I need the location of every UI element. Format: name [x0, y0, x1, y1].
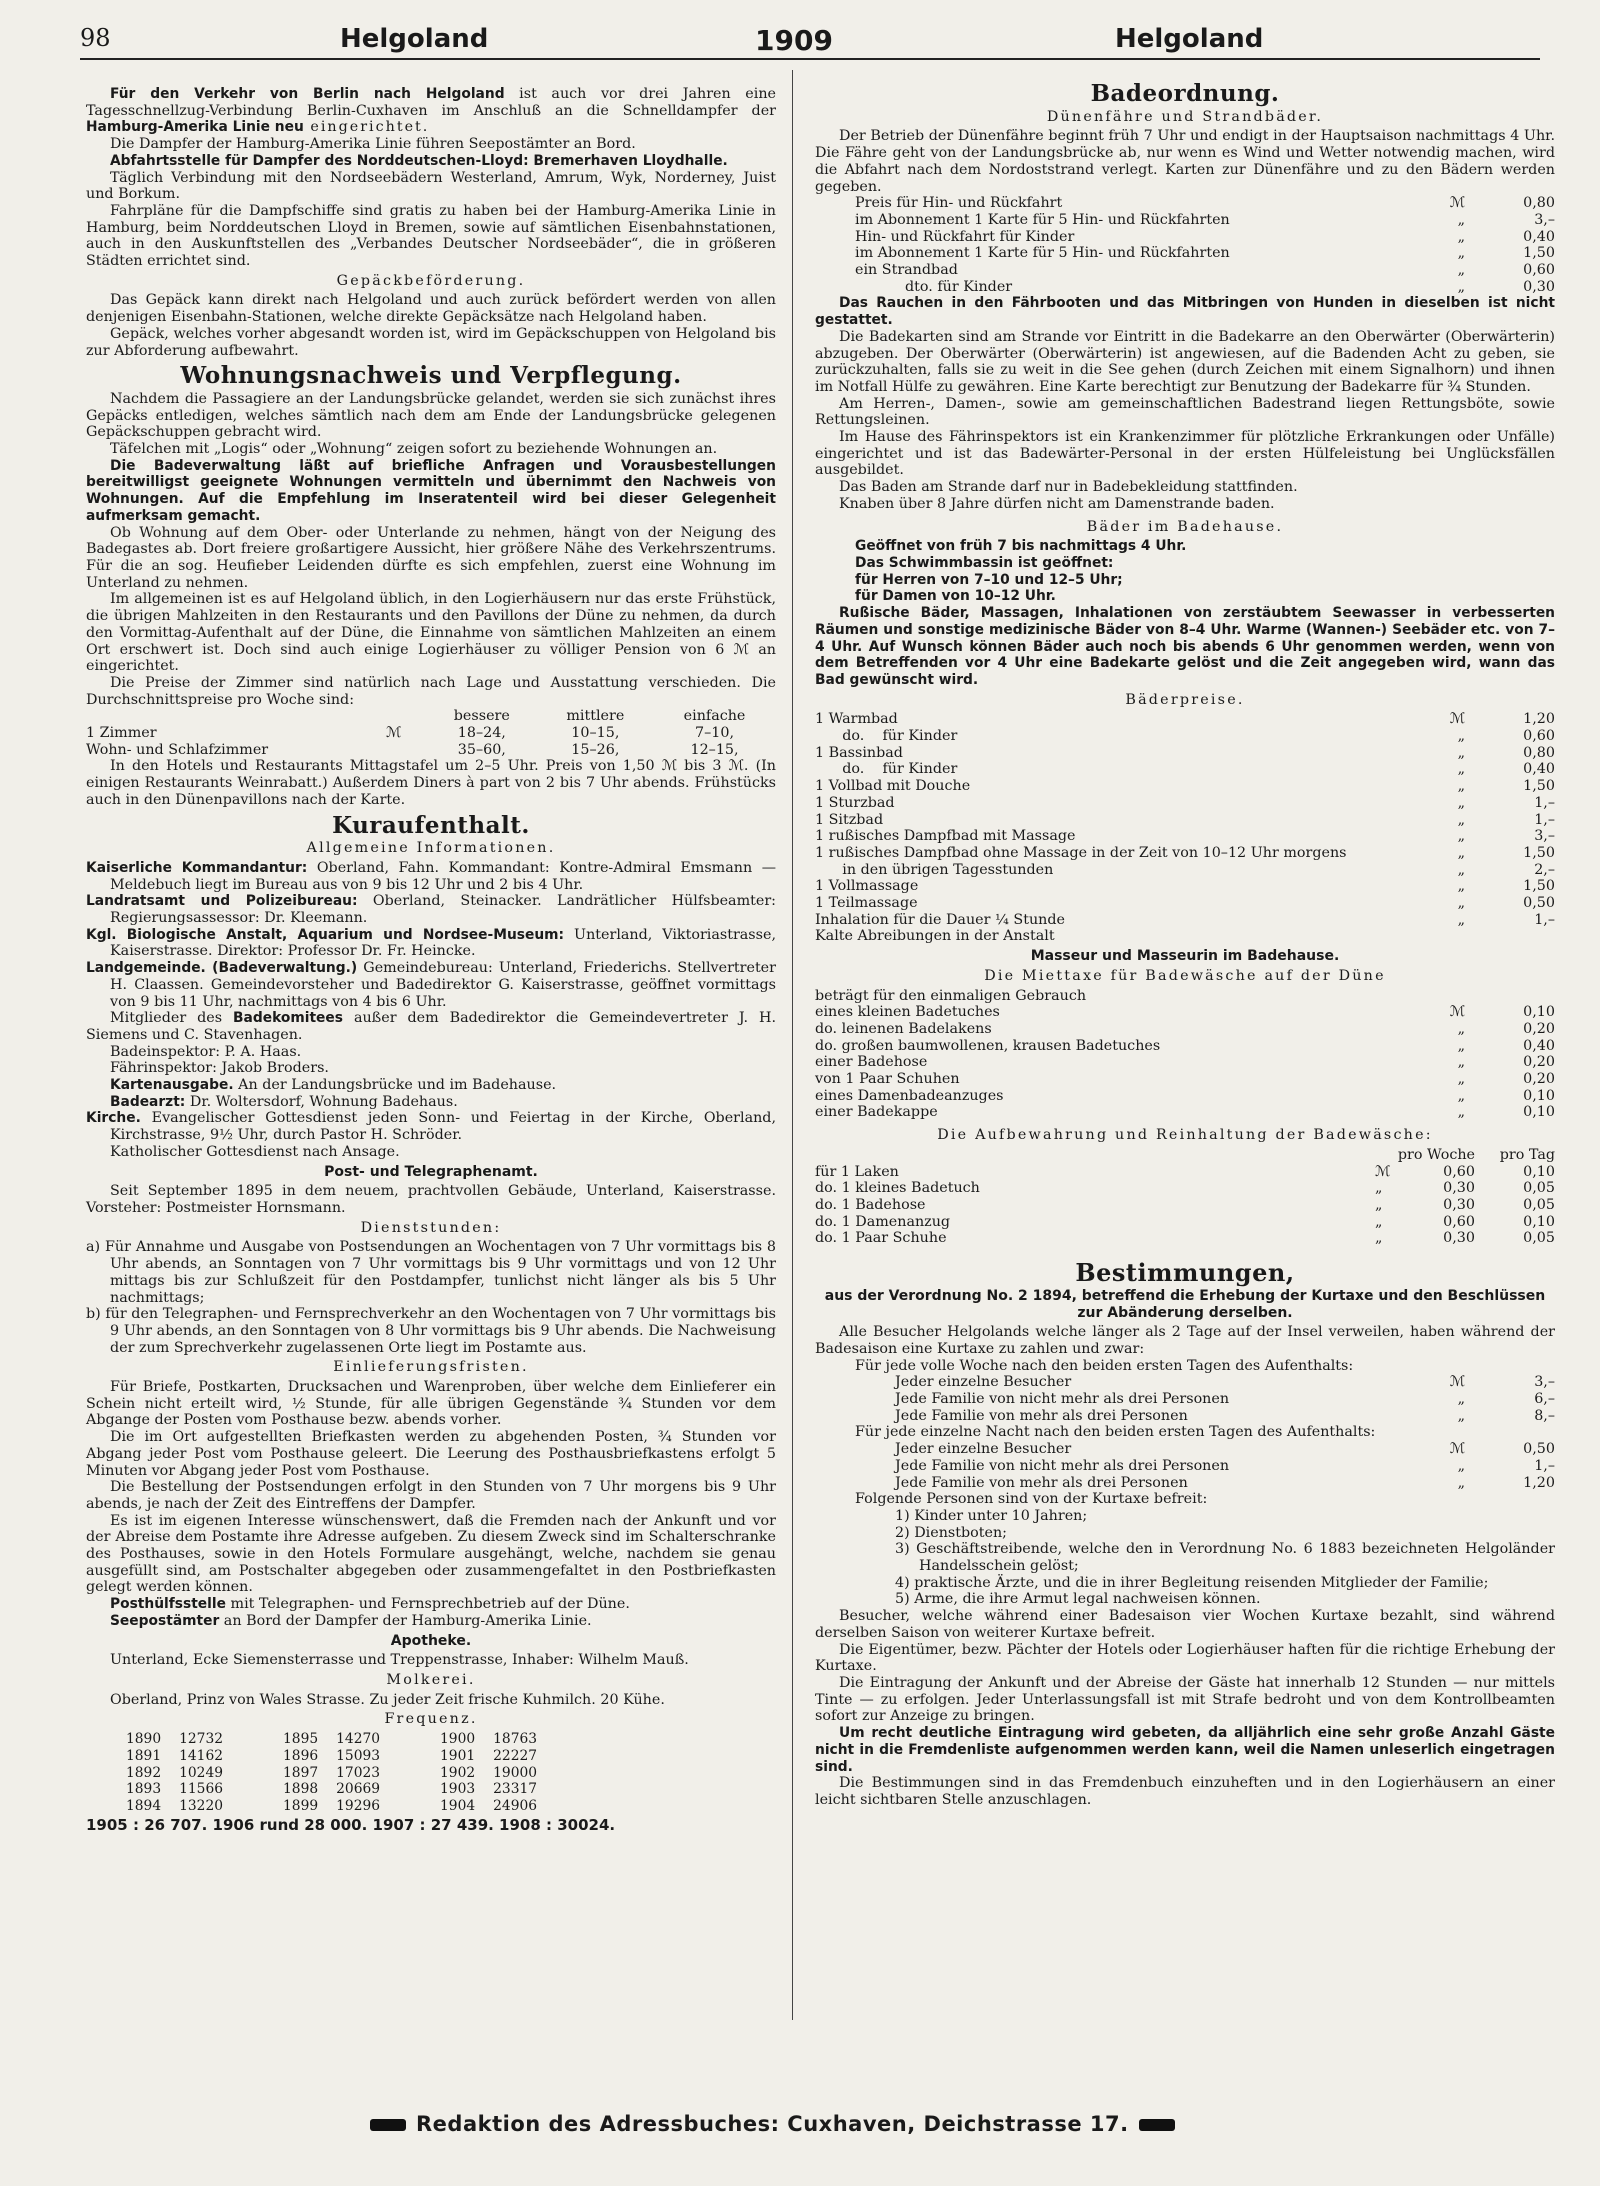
price-row: beträgt für den einmaligen Gebrauch	[815, 987, 1087, 1004]
left-column	[86, 86, 776, 1833]
price-row: 1 Vollmassage „ 1,50	[815, 878, 1555, 895]
bestimmungen-paragraph-5: Die Bestimmungen sind in das Fremdenbuch einzuheften und in den Logierhäusern an einer leicht sichtbaren Stelle anzuschlagen.	[815, 1775, 1555, 1808]
price-row: dto. für Kinder „ 0,30	[905, 278, 1555, 295]
badehaus-heading: Bäder im Badehause.	[1086, 518, 1284, 535]
befreit-item: 3) Geschäftstreibende, welche den in Verordnung No. 6 1883 bezeichneten Helgoländer Handelsschein gelöst;	[895, 1541, 1555, 1575]
badeinspektor-entry: Badeinspektor: P. A. Haas.	[110, 1043, 302, 1060]
post-paragraph: Seit September 1895 in dem neuem, prachtvollen Gebäude, Unterland, Kaiserstrasse. Vorsteher: Postmeister Hornsmann.	[86, 1183, 776, 1216]
eintragung-bold-paragraph: Um recht deutliche Eintragung wird gebeten, da alljährlich eine sehr große Anzahl Gäste nicht in die Fremdenliste aufgenommen werden kann, weil die Namen unleserlich eingetragen sind.	[815, 1725, 1555, 1775]
zimmer-price-table	[86, 708, 776, 758]
frequenz-row: 1894 13220 1899 19296 1904 24906	[126, 1797, 538, 1814]
wohnung-paragraph-5: Die Preise der Zimmer sind natürlich nach Lage und Ausstattung verschieden. Die Durchschnittspreise pro Woche sind:	[86, 674, 776, 708]
gepaeck-paragraph-1: Das Gepäck kann direkt nach Helgoland und auch zurück befördert werden von allen denjenigen Eisenbahn-Stationen, welche direkte Gepäcksätze nach Helgoland haben.	[86, 292, 776, 326]
allgemeine-info-heading: Allgemeine Informationen.	[306, 840, 556, 857]
duenenfaehre-heading: Dünenfähre und Strandbäder.	[1046, 108, 1324, 125]
price-table-head: bessere mittlere einfache	[453, 708, 746, 725]
price-row: einer Badehose „ 0,20	[815, 1054, 1555, 1071]
molkerei-heading: Molkerei.	[386, 1671, 476, 1688]
price-row: 1 Sitzbad „ 1,–	[815, 811, 1555, 828]
kirche-entry: Kirche. Evangelischer Gottesdienst jeden Sonn- und Feiertag in der Kirche, Oberland, Kirchstrasse, 9½ Uhr, durch Pastor H. Schröder.	[86, 1110, 776, 1144]
bestimmungen-paragraph-4: Die Eintragung der Ankunft und der Abreise der Gäste hat innerhalb 12 Stunden — nur mittels Tinte — zu erfolgen. Jeder Unterlassungsfall ist mit Strafe bedroht und von dem Kontrollbeamten sofort zur Anzeige zu bringen.	[815, 1674, 1555, 1725]
price-row: von 1 Paar Schuhen „ 0,20	[815, 1071, 1555, 1088]
frequenz-row: 1891 14162 1896 15093 1901 22227	[126, 1747, 538, 1764]
baden-rule-2: Knaben über 8 Jahre dürfen nicht am Damenstrande baden.	[839, 495, 1275, 512]
header-left-title: Helgoland	[340, 24, 489, 54]
nacht-list	[815, 1441, 1555, 1491]
price-row: Wohn- und Schlafzimmer 35–60, 15–26, 12–15,	[86, 741, 739, 758]
price-row: im Abonnement 1 Karte für 5 Hin- und Rückfahrten „ 3,–	[855, 211, 1555, 228]
duenenfaehre-paragraph: Der Betrieb der Dünenfähre beginnt früh 7 Uhr und endigt in der Hauptsaison nachmittags 4 Uhr. Die Fähre geht von der Landungsbrücke ab, nur wenn es Wind und Wetter notwendig machen, wird die Abfahrt nach dem Nordoststrand verlegt. Karten zur Dünenfähre und zu den Bädern werden gegeben.	[815, 128, 1555, 195]
bestimmungen-paragraph-3: Die Eigentümer, bezw. Pächter der Hotels oder Logierhäuser haften für die richtige Erhebung der Kurtaxe.	[815, 1641, 1555, 1675]
kurtaxe-row: Jede Familie von nicht mehr als drei Personen „ 6,–	[895, 1391, 1555, 1408]
seepost-note: Die Dampfer der Hamburg-Amerika Linie führen Seepostämter an Bord.	[110, 136, 636, 153]
frequenz-row: 1890 12732 1895 14270 1900 18763	[126, 1731, 538, 1748]
frequenz-table	[126, 1731, 597, 1815]
price-row: 1 Warmbad ℳ 1,20	[815, 711, 1555, 728]
aufbewahrung-row: do. 1 Damenanzug „ 0,60 0,10	[815, 1213, 1555, 1230]
wohnung-paragraph-1: Nachdem die Passagiere an der Landungsbrücke gelandet, werden sie sich zunächst ihres Gepäcks entledigen, welches sämtlich nach dem am Ende der Landungsbrücke gelegenen Gepäckschuppen gebracht wird.	[86, 390, 776, 441]
faehrinspektor-entry: Fährinspektor: Jakob Broders.	[110, 1060, 329, 1077]
bestimmungen-paragraph-2: Besucher, welche während einer Badesaison vier Wochen Kurtaxe bezahlt, sind während derselben Saison von weiterer Kurtaxe befreit.	[815, 1608, 1555, 1641]
verbindung-note: Täglich Verbindung mit den Nordseebädern Westerland, Amrum, Wyk, Norderney, Juist und Borkum.	[86, 169, 776, 203]
wohnung-heading: Wohnungsnachweis und Verpflegung.	[180, 362, 682, 390]
abfahrt-note: Abfahrtsstelle für Dampfer des Norddeutschen-Lloyd: Bremerhaven Lloydhalle.	[110, 152, 728, 169]
header-year: 1909	[755, 24, 833, 57]
kurtaxe-row: Jeder einzelne Besucher ℳ 0,50	[895, 1441, 1555, 1458]
einlieferung-paragraph-2: Die im Ort aufgestellten Briefkasten werden zu abgehenden Posten, ¾ Stunden vor Abgang jeder Post vom Posthause geleert. Die Leerung des Posthausbriefkastens erfolgt 5 Minuten vor Abgang jeder Post vom Posthause.	[86, 1429, 776, 1479]
seepostaemter-entry: Seepostämter an Bord der Dampfer der Hamburg-Amerika Linie.	[110, 1612, 592, 1629]
aufbewahrung-row: do. 1 kleines Badetuch „ 0,30 0,05	[815, 1180, 1555, 1197]
woche-list	[815, 1374, 1555, 1424]
einlieferung-heading: Einlieferungsfristen.	[333, 1359, 529, 1376]
apotheke-heading: Apotheke.	[390, 1632, 472, 1649]
price-row: im Abonnement 1 Karte für 5 Hin- und Rückfahrten „ 1,50	[855, 245, 1555, 262]
kartenausgabe-entry: Kartenausgabe. An der Landungsbrücke und im Badehause.	[110, 1077, 557, 1094]
page-number: 98	[80, 24, 111, 52]
hotels-paragraph: In den Hotels und Restaurants Mittagstafel um 2–5 Uhr. Preis von 1,50 ℳ bis 3 ℳ. (In einigen Restaurants Weinrabatt.) Außerdem Diners à part von 2 bis 7 Uhr abends. Frühstücks auch in den Dünenpavillons nach der Karte.	[86, 758, 776, 808]
masseur-heading: Masseur und Masseurin im Badehause.	[1030, 948, 1340, 965]
price-row: Inhalation für die Dauer ¼ Stunde „ 1,–	[815, 911, 1555, 928]
price-row: Preis für Hin- und Rückfahrt ℳ 0,80	[855, 195, 1555, 212]
bestimmungen-heading: Bestimmungen,	[1075, 1258, 1295, 1288]
baden-rule-1: Das Baden am Strande darf nur in Badebekleidung stattfinden.	[839, 479, 1298, 496]
price-row: do. für Kinder „ 0,60	[815, 728, 1555, 745]
column-divider	[792, 70, 793, 2020]
pointing-hand-icon	[1139, 2119, 1175, 2131]
badekomitee-entry: Mitglieder des Badekomitees außer dem Badedirektor die Gemeindevertreter J. H. Siemens und C. Stavenhagen.	[86, 1010, 776, 1043]
miettaxe-list	[815, 988, 1555, 1122]
fahrplaene-note: Fahrpläne für die Dampfschiffe sind gratis zu haben bei der Hamburg-Amerika Linie in Hamburg, beim Norddeutschen Lloyd in Bremen, sowie auf sämtlichen Eisenbahnstationen, auch in den Auskunftstellen des „Verbandes Deutscher Nordseebäder“, die in größeren Städten errichtet sind.	[86, 202, 776, 270]
price-row: do. großen baumwollenen, krausen Badetuches „ 0,40	[815, 1037, 1555, 1054]
gepaeck-heading: Gepäckbeförderung.	[336, 272, 526, 289]
aufbewahrung-table	[815, 1147, 1555, 1247]
frequenz-heading: Frequenz.	[384, 1711, 478, 1728]
running-header	[40, 14, 1560, 58]
wohnung-bold-paragraph: Die Badeverwaltung läßt auf briefliche Anfragen und Vorausbestellungen bereitwilligst geeignete Wohnungen vermitteln und übernimmt den Nachweis von Wohnungen. Auf die Empfehlung im Inseratenteil wird bei dieser Gelegenheit aufmerksam gemacht.	[86, 457, 776, 524]
wohnung-paragraph-2: Täfelchen mit „Logis“ oder „Wohnung“ zeigen sofort zu beziehende Wohnungen an.	[110, 441, 718, 458]
post-heading: Post- und Telegraphenamt.	[324, 1163, 538, 1180]
header-rule	[80, 58, 1540, 60]
price-row: 1 Zimmer ℳ 18–24, 10–15, 7–10,	[86, 725, 735, 742]
badeordnung-heading: Badeordnung.	[1090, 80, 1280, 107]
badearzt-entry: Badearzt: Dr. Woltersdorf, Wohnung Badehaus.	[110, 1093, 458, 1110]
price-row: 1 Bassinbad „ 0,80	[815, 744, 1555, 761]
kuraufenthalt-heading: Kuraufenthalt.	[332, 811, 530, 839]
price-row: eines Damenbadeanzuges „ 0,10	[815, 1087, 1555, 1104]
landratsamt-entry: Landratsamt und Polizeibureau: Oberland, Steinacker. Landrätlicher Hülfsbeamter: Regierungsassessor: Dr. Kleemann.	[86, 893, 776, 927]
geoeffnet-line: Geöffnet von früh 7 bis nachmittags 4 Uhr.	[855, 538, 1187, 555]
herren-zeiten: für Herren von 7–10 und 12–5 Uhr;	[855, 571, 1123, 588]
footer-text: Redaktion des Adressbuches: Cuxhaven, Deichstrasse 17.	[416, 2112, 1129, 2136]
einlieferung-paragraph-4: Es ist im eigenen Interesse wünschenswert, daß die Fremden nach der Ankunft und vor der Abreise dem Postamte ihre Adresse aufgeben. Zu diesem Zweck sind im Schalterschranke des Posthauses, sowie in den Hotels Formulare ausgehängt, welche, nachdem sie genau ausgefüllt sind, am Postschalter abgegeben oder zusammengefaltet in den Postbriefkasten gelegt werden können.	[86, 1512, 776, 1596]
dienststunden-heading: Dienststunden:	[360, 1219, 502, 1236]
aufbewahrung-row: do. 1 Paar Schuhe „ 0,30 0,05	[815, 1230, 1555, 1247]
dienststunden-a: a) Für Annahme und Ausgabe von Postsendungen an Wochentagen von 7 Uhr vormittags bis 8 Uhr abends, an Sonntagen von 7 Uhr vormittags bis 9 Uhr vormittags und von 12 Uhr mittags bis zur Schlußzeit für den Postdampfer, tunlichst nicht länger als bis 5 Uhr nachmittags;	[86, 1239, 776, 1306]
miettaxe-heading: Die Miettaxe für Badewäsche auf der Düne	[984, 967, 1386, 984]
frequenz-years-line: 1905 : 26 707. 1906 rund 28 000. 1907 : 27 439. 1908 : 30024.	[86, 1815, 616, 1834]
kurtaxe-row: Jede Familie von nicht mehr als drei Personen „ 1,–	[895, 1457, 1555, 1474]
nacht-heading: Für jede einzelne Nacht nach den beiden ersten Tagen des Aufenthalts:	[855, 1424, 1376, 1441]
dienststunden-b: b) für den Telegraphen- und Fernsprechverkehr an den Wochentagen von 7 Uhr vormittags bis 9 Uhr abends, an den Sonntagen von 8 Uhr vormittags bis 9 Uhr abends. Die Nachweisung der zum Sprechverkehr zugelassenen Orte liegt im Postamte aus.	[86, 1306, 776, 1356]
aufbewahrung-head: pro Woche pro Tag	[1397, 1146, 1555, 1163]
aufbewahrung-row: für 1 Laken ℳ 0,60 0,10	[815, 1163, 1555, 1180]
gepaeck-paragraph-2: Gepäck, welches vorher abgesandt worden ist, wird im Gepäckschuppen von Helgoland bis zur Abforderung aufbewahrt.	[86, 325, 776, 359]
frequenz-row: 1892 10249 1897 17023 1902 19000	[126, 1764, 538, 1781]
woche-heading: Für jede volle Woche nach den beiden ersten Tagen des Aufenthalts:	[855, 1357, 1354, 1374]
kommandantur-entry: Kaiserliche Kommandantur: Oberland, Fahn. Kommandant: Kontre-Admiral Emsmann — Meldebuch liegt im Bureau aus von 9 bis 12 Uhr und 2 bis 4 Uhr.	[86, 859, 776, 893]
krankenzimmer-paragraph: Im Hause des Fährinspektors ist ein Krankenzimmer für plötzliche Erkrankungen oder Unfälle) eingerichtet und ist das Badewärter-Personal in der ersten Hülfeleistung bei Unglücksfällen ausgebildet.	[815, 429, 1555, 479]
befreit-item: 4) praktische Ärzte, und die in ihrer Begleitung reisenden Mitglieder der Familie;	[895, 1574, 1489, 1591]
price-row: Kalte Abreibungen in der Anstalt	[815, 928, 1055, 945]
price-row: in den übrigen Tagesstunden „ 2,–	[815, 861, 1555, 878]
aufbewahrung-heading: Die Aufbewahrung und Reinhaltung der Badewäsche:	[937, 1127, 1433, 1144]
price-row: 1 Vollbad mit Douche „ 1,50	[815, 778, 1555, 795]
posthuelfsstelle-entry: Posthülfsstelle mit Telegraphen- und Fernsprechbetrieb auf der Düne.	[110, 1596, 630, 1613]
bestimmungen-paragraph-1: Alle Besucher Helgolands welche länger als 2 Tage auf der Insel verweilen, haben während der Badesaison eine Kurtaxe zu zahlen und zwar:	[815, 1324, 1555, 1357]
rauchen-verbot: Das Rauchen in den Fährbooten und das Mitbringen von Hunden in dieselben ist nicht gestattet.	[815, 295, 1555, 329]
faehre-price-list	[815, 195, 1555, 295]
price-row: 1 Sturzbad „ 1,–	[815, 794, 1555, 811]
befreit-item: 5) Arme, die ihre Armut legal nachweisen können.	[895, 1591, 1261, 1608]
header-right-title: Helgoland	[1115, 24, 1264, 54]
wohnung-paragraph-3: Ob Wohnung auf dem Ober- oder Unterlande zu nehmen, hängt von der Neigung des Badegastes ab. Dort freiere großartigere Aussicht, hier größere Nähe des Verkehrszentrums. Für die an sog. Heufieber Leidenden dürfte es sich empfehlen, zuerst eine Wohnung im Unterland zu nehmen.	[86, 524, 776, 591]
price-row: 1 rußisches Dampfbad mit Massage „ 3,–	[815, 828, 1555, 845]
price-row: 1 Teilmassage „ 0,50	[815, 895, 1555, 912]
price-row: do. für Kinder „ 0,40	[815, 761, 1555, 778]
badekarten-paragraph: Die Badekarten sind am Strande vor Eintritt in die Badekarre an den Oberwärter (Oberwärterin) abzugeben. Der Oberwärter (Oberwärterin) ist angewiesen, auf die Badenden Acht zu geben, sie zurückzuhalten, falls sie zu weit in die See gehen (durch Zeichen mit einem Signalhorn) und ihnen im Notfall Hülfe zu gewähren. Eine Karte berechtigt zur Benutzung der Badekarre für ¾ Stunden.	[815, 328, 1555, 395]
price-row: 1 rußisches Dampfbad ohne Massage in der Zeit von 10–12 Uhr morgens „ 1,50	[815, 844, 1555, 861]
russische-baeder-paragraph: Rußische Bäder, Massagen, Inhalationen von zerstäubtem Seewasser in verbesserten Räumen und sonstige medizinische Bäder von 8–4 Uhr. Warme (Wannen-) Seebäder etc. von 7–4 Uhr. Auf Wunsch können Bäder auch noch bis abends 6 Uhr genommen werden, wenn von dem Betreffenden vor 4 Uhr eine Badekarte gelöst und die Zeit angegeben wird, wann das Bad gewünscht wird.	[815, 605, 1555, 688]
befreit-item: 1) Kinder unter 10 Jahren;	[895, 1507, 1088, 1524]
baederpreise-heading: Bäderpreise.	[1125, 691, 1245, 708]
einlieferung-paragraph-3: Die Bestellung der Postsendungen erfolgt in den Stunden von 7 Uhr morgens bis 9 Uhr abends, je nach der Zeit des Eintreffens der Dampfer.	[86, 1479, 776, 1512]
einlieferung-paragraph-1: Für Briefe, Postkarten, Drucksachen und Warenproben, über welche dem Einlieferer ein Schein nicht erteilt wird, ½ Stunde, für alle übrigen Gegenstände ¾ Stunden vor dem Abgange der Posten vom Posthause bezw. abends vorher.	[86, 1379, 776, 1429]
katholisch-entry: Katholischer Gottesdienst nach Ansage.	[110, 1143, 400, 1160]
right-column	[815, 80, 1555, 1809]
frequenz-row: 1893 11566 1898 20669 1903 23317	[126, 1781, 538, 1798]
intro-paragraph: Für den Verkehr von Berlin nach Helgoland ist auch vor drei Jahren eine Tagesschnellzug-Verbindung Berlin-Cuxhaven im Anschluß an die Schnelldampfer der Hamburg-Amerika Linie neu eingerichtet.	[86, 86, 776, 136]
befreit-heading: Folgende Personen sind von der Kurtaxe befreit:	[855, 1491, 1208, 1508]
kurtaxe-row: Jeder einzelne Besucher ℳ 3,–	[895, 1374, 1555, 1391]
befreit-list	[815, 1508, 1555, 1608]
molkerei-paragraph: Oberland, Prinz von Wales Strasse. Zu jeder Zeit frische Kuhmilch. 20 Kühe.	[110, 1691, 665, 1708]
baederpreise-list	[815, 711, 1555, 945]
price-row: do. leinenen Badelakens „ 0,20	[815, 1020, 1555, 1037]
aufbewahrung-row: do. 1 Badehose „ 0,30 0,05	[815, 1197, 1555, 1213]
befreit-item: 2) Dienstboten;	[895, 1524, 1007, 1541]
kurtaxe-row: Jede Familie von mehr als drei Personen „ 1,20	[895, 1474, 1555, 1491]
price-row: einer Badekappe „ 0,10	[815, 1104, 1555, 1121]
kurtaxe-row: Jede Familie von mehr als drei Personen „ 8,–	[895, 1407, 1555, 1424]
rettung-paragraph: Am Herren-, Damen-, sowie am gemeinschaftlichen Badestrand liegen Rettungsböte, sowie Rettungsleinen.	[815, 395, 1555, 429]
pointing-hand-icon	[370, 2119, 406, 2131]
biologische-anstalt-entry: Kgl. Biologische Anstalt, Aquarium und Nordsee-Museum: Unterland, Viktoriastrasse, Kaiserstrasse. Direktor: Professor Dr. Fr. Heincke.	[86, 926, 776, 960]
price-row: ein Strandbad „ 0,60	[855, 262, 1555, 279]
schwimmbassin-line: Das Schwimmbassin ist geöffnet:	[855, 554, 1114, 571]
price-row: eines kleinen Badetuches ℳ 0,10	[815, 1004, 1555, 1021]
apotheke-paragraph: Unterland, Ecke Siemensterrasse und Treppenstrasse, Inhaber: Wilhelm Mauß.	[110, 1652, 689, 1669]
footer	[360, 2112, 1360, 2136]
wohnung-paragraph-4: Im allgemeinen ist es auf Helgoland üblich, in den Logierhäusern nur das erste Frühstück, die übrigen Mahlzeiten in den Restaurants und den Pavillons der Düne zu nehmen, da durch den Vormittag-Aufenthalt auf der Düne, die Einnahme von sämtlichen Mahlzeiten an einem Ort erschwert ist. Doch sind auch einige Logierhäuser zu völliger Pension von 6 ℳ an eingerichtet.	[86, 591, 776, 675]
price-row: Hin- und Rückfahrt für Kinder „ 0,40	[855, 228, 1555, 245]
damen-zeiten: für Damen von 10–12 Uhr.	[855, 588, 1056, 605]
bestimmungen-subheading: aus der Verordnung No. 2 1894, betreffend die Erhebung der Kurtaxe und den Beschlüssen zur Abänderung derselben.	[824, 1287, 1546, 1321]
landgemeinde-entry: Landgemeinde. (Badeverwaltung.) Gemeindebureau: Unterland, Friederichs. Stellvertreter H. Claassen. Gemeindevorsteher und Badedirektor G. Kaiserstrasse, geöffnet vormittags von 9 bis 11 Uhr, nachmittags von 4 bis 6 Uhr.	[86, 960, 776, 1010]
